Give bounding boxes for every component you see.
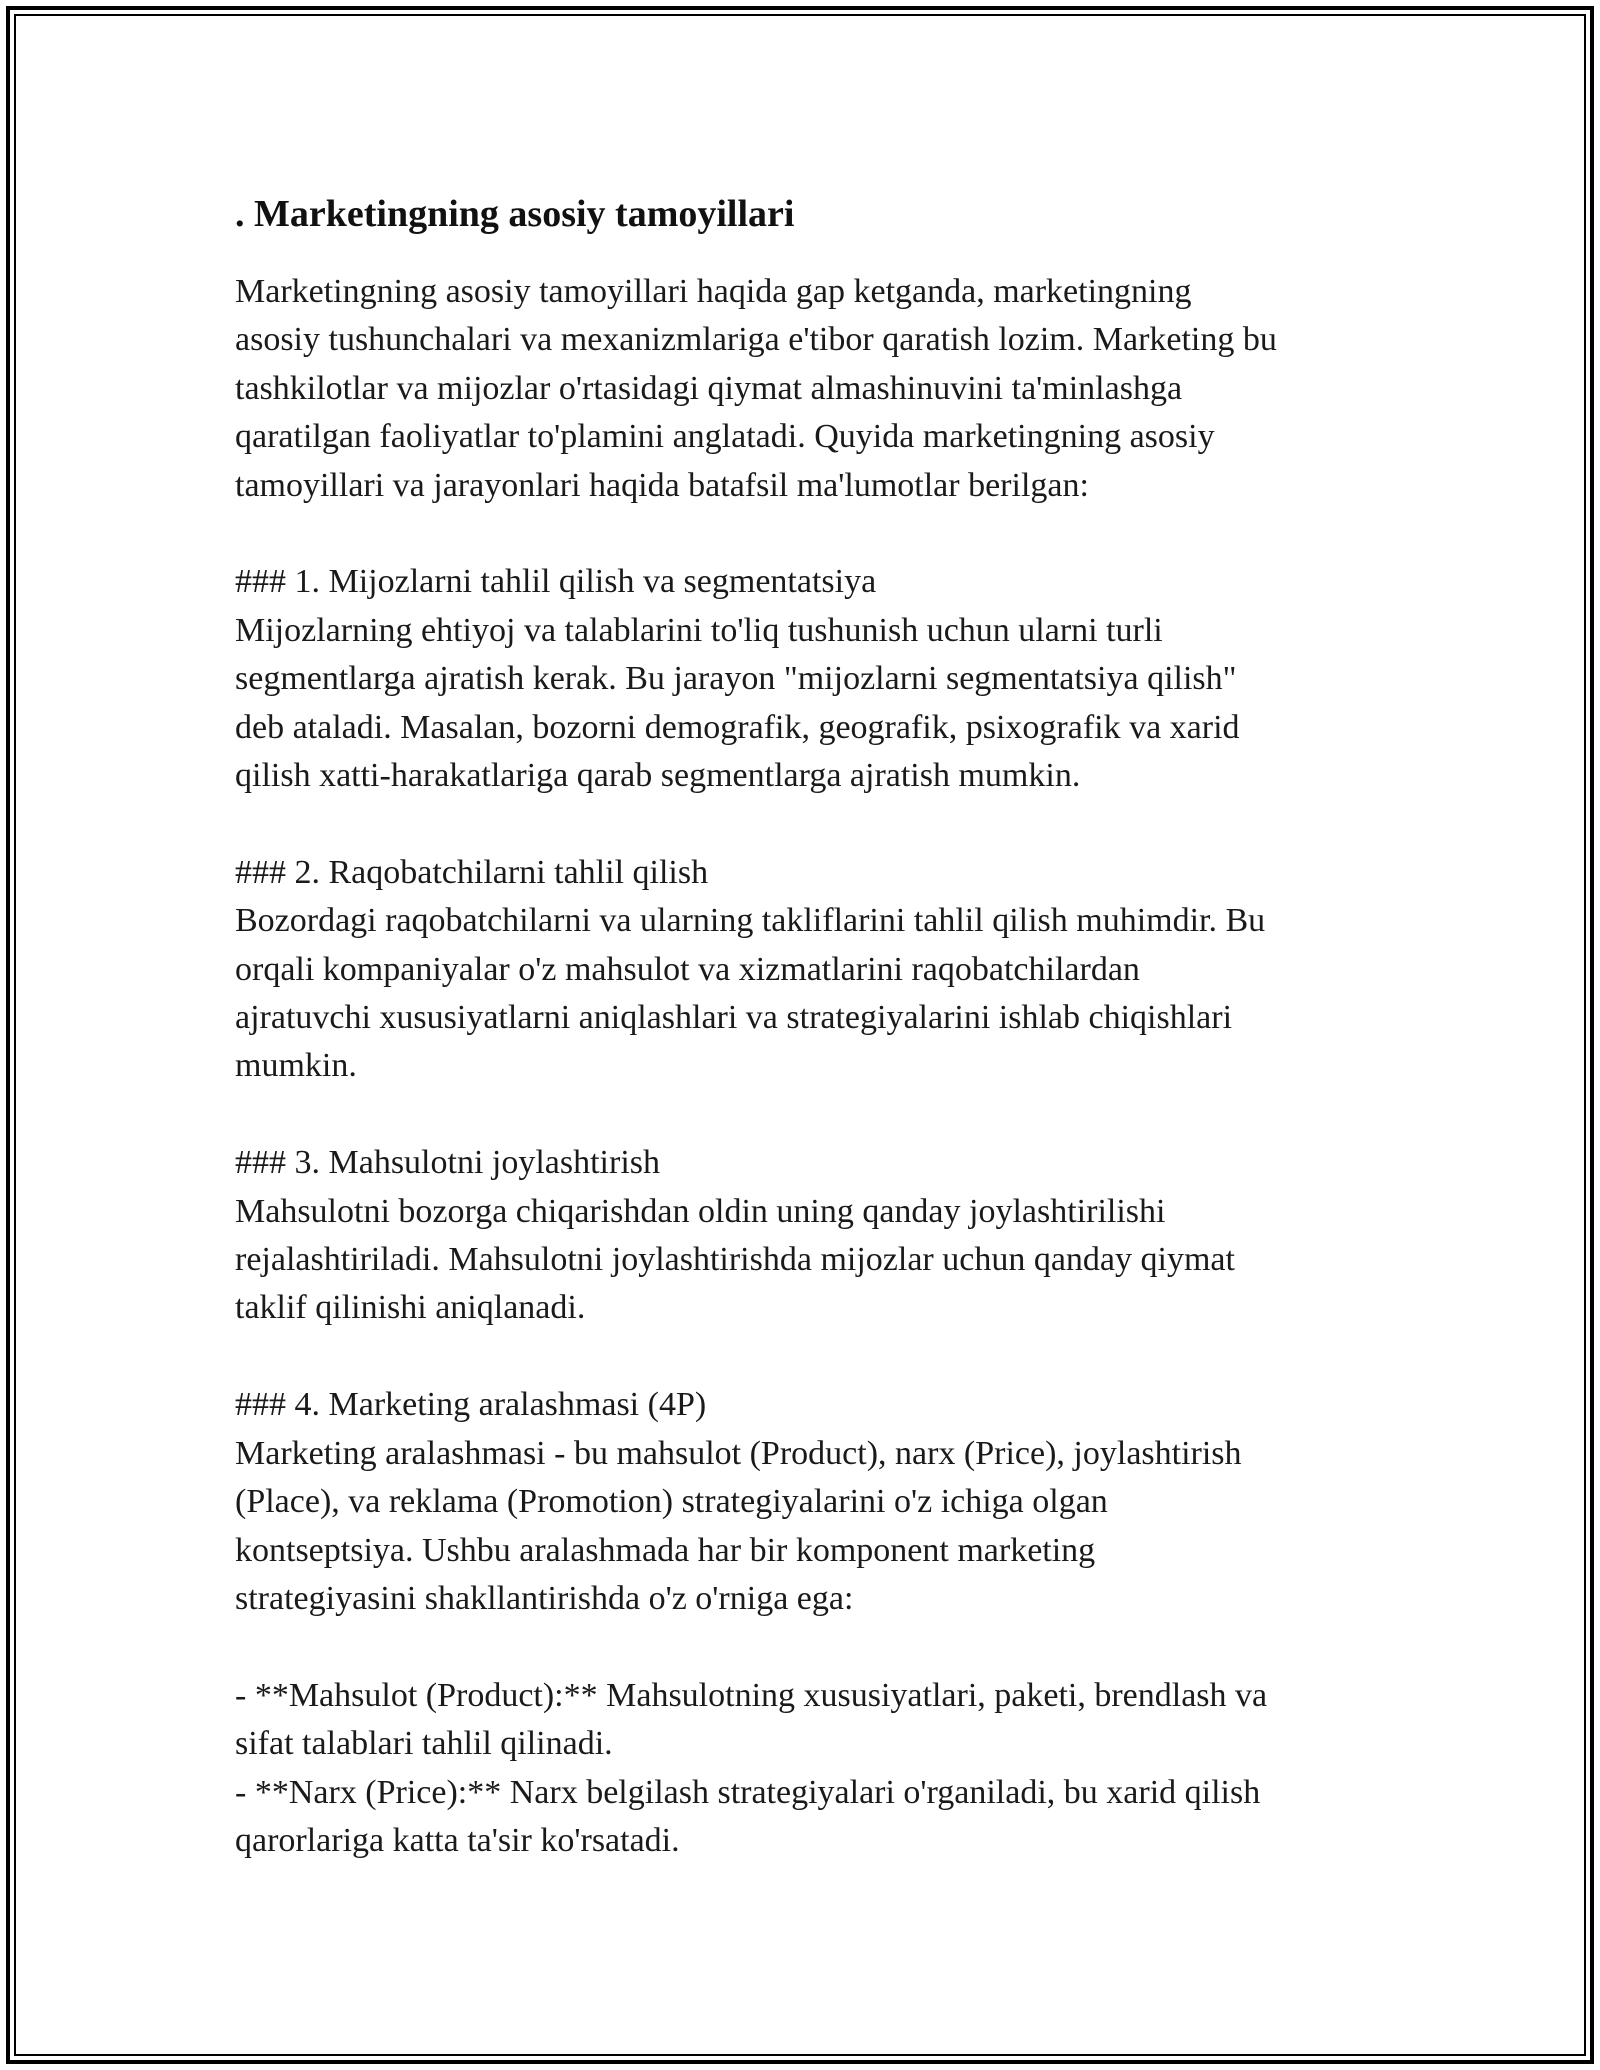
paragraph-spacer bbox=[235, 1333, 1365, 1381]
paragraph-spacer bbox=[235, 800, 1365, 848]
section-3-heading: ### 3. Mahsulotni joylashtirish bbox=[235, 1144, 660, 1182]
document-content bbox=[235, 186, 1365, 1865]
section-4-heading: ### 4. Marketing aralashmasi (4P) bbox=[235, 1386, 707, 1424]
document-title: . Marketingning asosiy tamoyillari bbox=[235, 193, 795, 235]
bullet-item-product: - **Mahsulot (Product):** Mahsulotning xususiyatlari, paketi, brendlash va sifat talablari tahlil qilinadi. bbox=[235, 1676, 1268, 1763]
section-2-body: Bozordagi raqobatchilarni va ularning takliflarini tahlil qilish muhimdir. Bu orqali kompaniyalar o'z mahsulot va xizmatlarini raqobatchilardan ajratuvchi xususiyatlarni aniqlashlari va strategiyalarini ishlab chiqishlari mumkin. bbox=[235, 902, 1266, 1085]
section-4-body: Marketing aralashmasi - bu mahsulot (Product), narx (Price), joylashtirish (Place), va reklama (Promotion) strategiyalarini o'z ichiga olgan kontseptsiya. Ushbu aralashmada har bir komponent marketing strategiyasini shakllantirishda o'z o'rniga ega: bbox=[235, 1434, 1242, 1617]
bullet-item-price: - **Narx (Price):** Narx belgilash strategiyalari o'rganiladi, bu xarid qilish qarorlariga katta ta'sir ko'rsatadi. bbox=[235, 1773, 1261, 1859]
intro-paragraph: Marketingning asosiy tamoyillari haqida gap ketganda, marketingning asosiy tushunchalari va mexanizmlariga e'tibor qaratish lozim. Marketing bu tashkilotlar va mijozlar o'rtasidagi qiymat almashinuvini ta'minlashga qaratilgan faoliyatlar to'plamini anglatadi. Quyida marketingning asosiy tamoyillari va jarayonlari haqida batafsil ma'lumotlar berilgan: bbox=[235, 273, 1277, 504]
paragraph-spacer bbox=[235, 1623, 1365, 1671]
section-1-heading: ### 1. Mijozlarni tahlil qilish va segmentatsiya bbox=[235, 563, 877, 601]
paragraph-spacer bbox=[235, 510, 1365, 558]
section-3-body: Mahsulotni bozorga chiqarishdan oldin uning qanday joylashtirilishi rejalashtiriladi. Mahsulotni joylashtirishda mijozlar uchun qanday qiymat taklif qilinishi aniqlanadi. bbox=[235, 1192, 1235, 1327]
section-1-body: Mijozlarning ehtiyoj va talablarini to'liq tushunish uchun ularni turli segmentlarga ajratish kerak. Bu jarayon "mijozlarni segmentatsiya qilish" deb ataladi. Masalan, bozorni demografik, geografik, psixografik va xarid qilish xatti-harakatlariga qarab segmentlarga ajratish mumkin. bbox=[235, 611, 1240, 795]
section-2-heading: ### 2. Raqobatchilarni tahlil qilish bbox=[235, 853, 709, 891]
paragraph-spacer bbox=[235, 1091, 1365, 1139]
